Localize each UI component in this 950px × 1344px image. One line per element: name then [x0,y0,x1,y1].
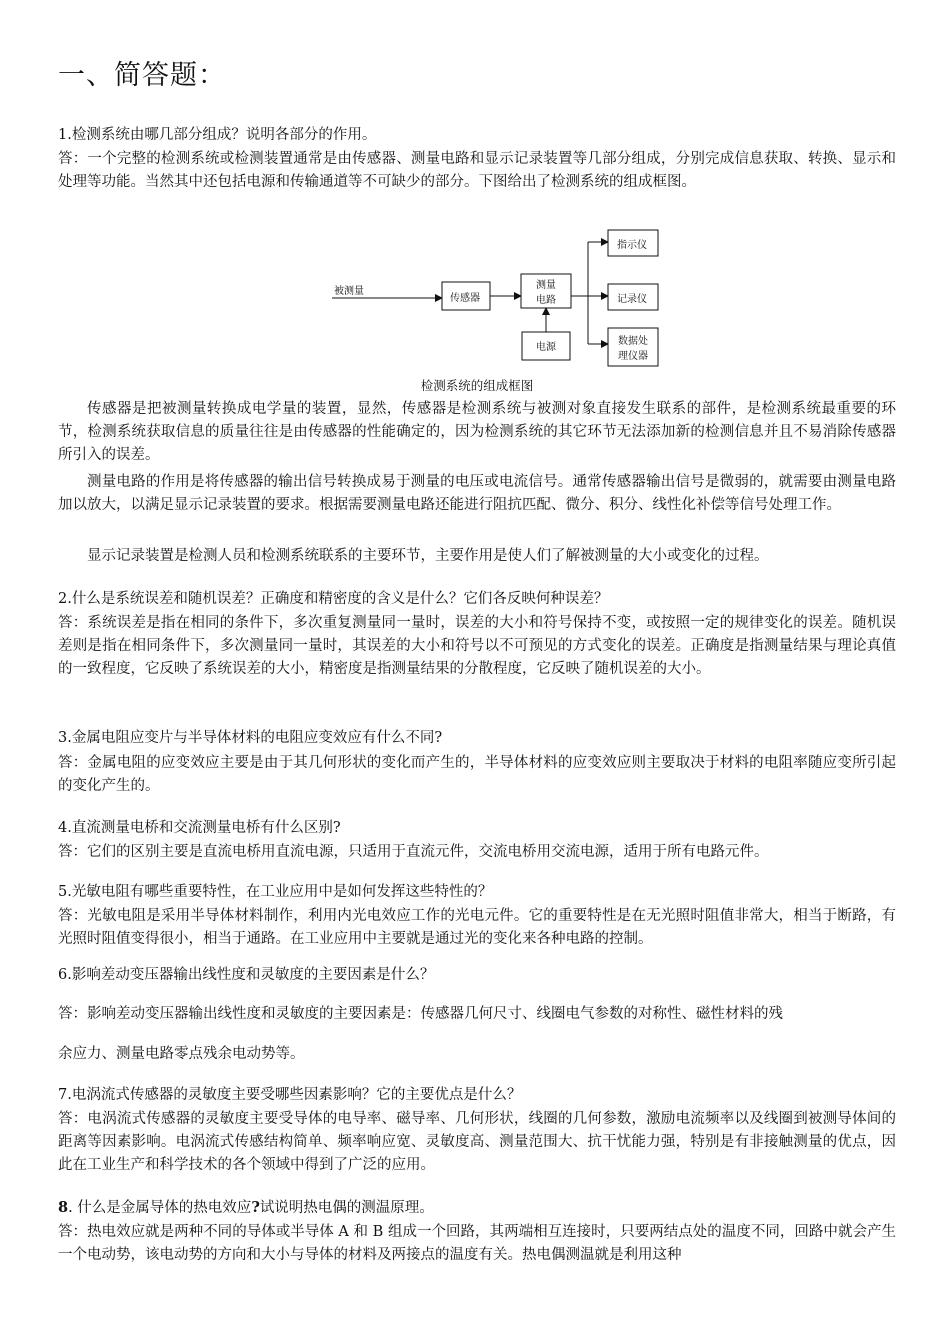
answer-3: 答：金属电阻的应变效应主要是由于其几何形状的变化而产生的，半导体材料的应变效应则主要取决于材料的电阻率随应变所引起的变化产生的。 [58,755,896,794]
processor-label-2: 理仪器 [618,351,648,362]
indicator-label: 指示仪 [617,240,647,251]
question-5: 5.光敏电阻有哪些重要特性，在工业应用中是如何发挥这些特性的？ [58,884,493,900]
question-8-number: 8 [58,1199,69,1216]
question-8-mark: ? [251,1199,260,1216]
question-4: 4.直流测量电桥和交流测量电桥有什么区别? [58,820,341,836]
paragraph-display: 显示记录装置是检测人员和检测系统联系的主要环节，主要作用是使人们了解被测量的大小或变化的过程。 [87,548,769,564]
question-7: 7.电涡流式传感器的灵敏度主要受哪些因素影响？它的主要优点是什么？ [58,1087,522,1103]
diagram-caption: 检测系统的组成框图 [420,378,534,393]
answer-6-line-2: 余应力、测量电路零点残余电动势等。 [58,1046,305,1062]
question-8-text: . 什么是金属导体的热电效应 [68,1200,252,1216]
paragraph-circuit: 测量电路的作用是将传感器的输出信号转换成易于测量的电压或电流信号。通常传感器输出信号是微弱的，就需要由测量电路加以放大，以满足显示记录装置的要求。根据需要测量电路还能进行阻抗匹配、微分、积分、线性化补偿等信号处理工作。 [58,474,896,513]
detection-system-block-diagram [330,222,660,372]
circuit-label-1: 测量 [536,280,556,291]
input-label: 被测量 [334,286,364,297]
answer-1: 答：一个完整的检测系统或检测装置通常是由传感器、测量电路和显示记录装置等几部分组成，分别完成信息获取、转换、显示和处理等功能。当然其中还包括电源和传输通道等不可缺少的部分。下图给出了检测系统的组成框图。 [58,151,896,190]
paragraph-sensor: 传感器是把被测量转换成电学量的装置，显然，传感器是检测系统与被测对象直接发生联系的部件，是检测系统最重要的环节，检测系统获取信息的质量往往是由传感器的性能确定的，因为检测系统的其它环节无法添加新的检测信息并且不易消除传感器所引入的误差。 [58,401,896,463]
question-8-tail: 试说明热电偶的测温原理。 [259,1200,434,1216]
question-3: 3.金属电阻应变片与半导体材料的电阻应变效应有什么不同? [58,730,443,746]
sensor-label: 传感器 [450,293,480,304]
question-2: 2.什么是系统误差和随机误差？正确度和精密度的含义是什么？它们各反映何种误差？ [58,591,609,607]
question-6: 6.影响差动变压器输出线性度和灵敏度的主要因素是什么？ [58,967,435,983]
power-label: 电源 [536,342,556,353]
question-1: 1.检测系统由哪几部分组成？说明各部分的作用。 [58,127,377,143]
circuit-label-2: 电路 [536,295,556,306]
section-heading: 一、简答题： [58,60,226,91]
question-8 [58,1196,896,1220]
answer-2: 答：系统误差是指在相同的条件下，多次重复测量同一量时，误差的大小和符号保持不变，或按照一定的规律变化的误差。随机误差则是指在相同条件下，多次测量同一量时，其误差的大小和符号以不可预见的方式变化的误差。正确度是指测量结果与理论真值的一致程度，它反映了系统误差的大小，精密度是指测量结果的分散程度，它反映了随机误差的大小。 [58,615,896,677]
answer-4: 答：它们的区别主要是直流电桥用直流电源，只适用于直流元件，交流电桥用交流电源，适用于所有电路元件。 [58,844,769,860]
answer-8: 答：热电效应就是两种不同的导体或半导体 A 和 B 组成一个回路，其两端相互连接时，只要两结点处的温度不同，回路中就会产生一个电动势，该电动势的方向和大小与导体的材料及两接点的温度有关。热电偶测温就是利用这种 [58,1224,896,1263]
recorder-label: 记录仪 [617,294,647,305]
answer-6-line-1: 答：影响差动变压器输出线性度和灵敏度的主要因素是：传感器几何尺寸、线圈电气参数的对称性、磁性材料的残 [58,1006,783,1022]
processor-label-1: 数据处 [618,336,648,347]
answer-5: 答：光敏电阻是采用半导体材料制作，利用内光电效应工作的光电元件。它的重要特性是在无光照时阻值非常大，相当于断路，有光照时阻值变得很小，相当于通路。在工业应用中主要就是通过光的变化来各种电路的控制。 [58,908,896,947]
answer-7: 答：电涡流式传感器的灵敏度主要受导体的电导率、磁导率、几何形状，线圈的几何参数，激励电流频率以及线圈到被测导体间的距离等因素影响。电涡流式传感结构简单、频率响应宽、灵敏度高、测量范围大、抗干忧能力强，特别是有非接触测量的优点，因此在工业生产和科学技术的各个领域中得到了广泛的应用。 [58,1111,896,1173]
